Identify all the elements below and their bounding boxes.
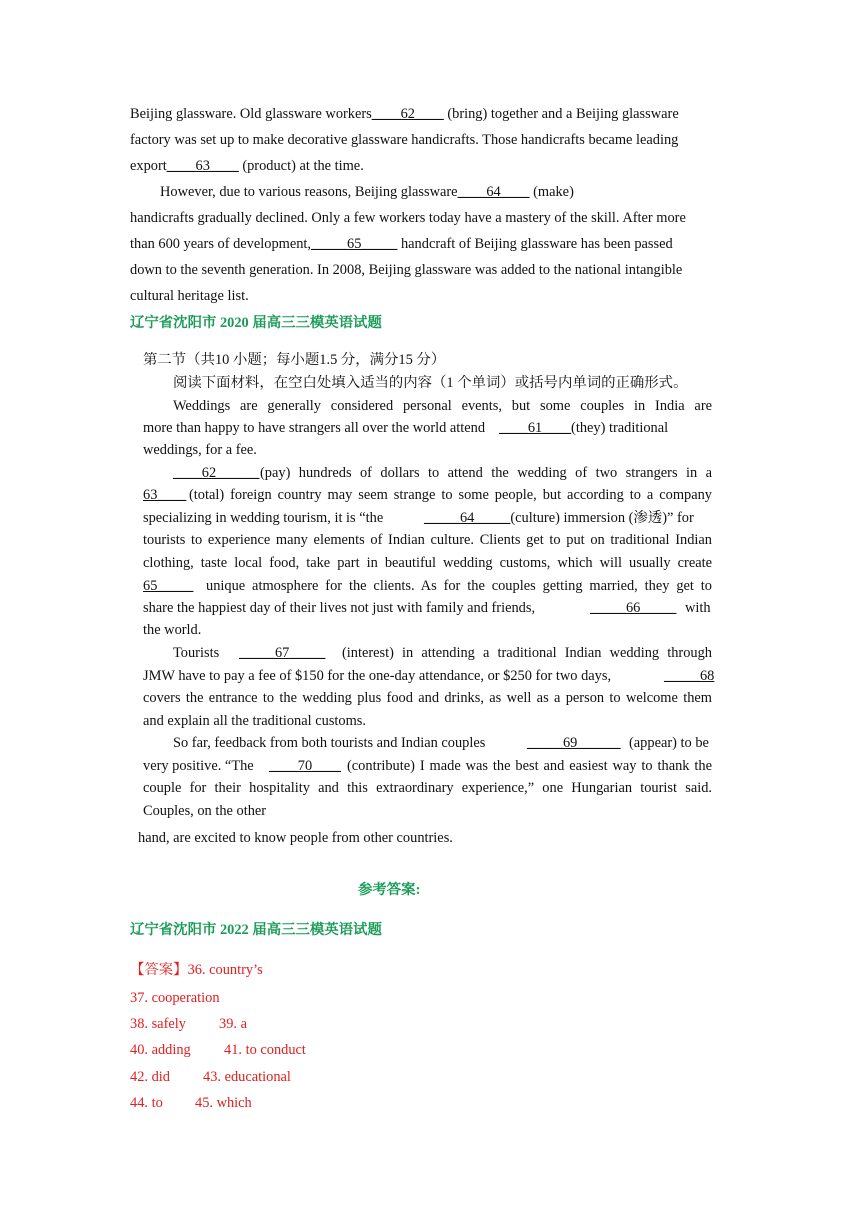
passage-line: hand, are excited to know people from other countries. <box>138 830 453 846</box>
blank-65: 65_____ <box>143 578 194 594</box>
passage-line: clothing, taste local food, take part in beautiful wedding customs, which will usually create <box>143 555 712 571</box>
passage-line: with <box>685 600 711 616</box>
passage-line: So far, feedback from both tourists and Indian couples <box>173 735 486 751</box>
blank-68: _____68 <box>664 668 715 684</box>
blank-67: _____67_____ <box>239 645 326 661</box>
passage-line <box>130 156 364 176</box>
section-heading-2020: 辽宁省沈阳市 2020 届高三三模英语试题 <box>130 315 382 331</box>
answer-line: 38. safely <box>130 1016 186 1032</box>
passage-line: the world. <box>143 622 202 638</box>
blank-64: _____64_____ <box>424 510 511 526</box>
text: (they) traditional <box>571 420 669 436</box>
passage-line: (appear) to be <box>629 735 709 751</box>
text: than 600 years of development, <box>130 236 312 252</box>
passage-line: share the happiest day of their lives not just with family and friends, <box>143 600 536 616</box>
text: (bring) together and a Beijing glassware <box>443 106 679 122</box>
passage-line: (total) foreign country may seem strange to some people, but according to a company <box>189 487 712 503</box>
text: export <box>130 158 167 174</box>
blank-70: ____70____ <box>269 758 341 774</box>
blank-62: ____62____ <box>371 106 444 122</box>
passage-line <box>130 234 673 254</box>
passage-line <box>160 182 574 202</box>
passage-line: unique atmosphere for the clients. As for the couples getting married, they get to <box>206 578 712 594</box>
passage-line: Weddings are generally considered personal events, but some couples in India are <box>173 398 712 414</box>
passage-line: Tourists <box>173 645 220 661</box>
passage-line <box>143 576 193 596</box>
blank-66: _____66_____ <box>590 600 677 616</box>
answer-line: 41. to conduct <box>224 1042 306 1058</box>
text: (culture) immersion (渗透)” for <box>510 510 694 526</box>
text: factory was set up to make decorative glassware handicrafts. Those handicrafts became leading <box>130 132 679 148</box>
passage-line: weddings, for a fee. <box>143 442 257 458</box>
passage-line: very positive. “The <box>143 758 254 774</box>
passage-line <box>143 485 186 505</box>
passage-line: (pay) hundreds of dollars to attend the wedding of two strangers in a <box>260 465 712 481</box>
passage-line: covers the entrance to the wedding plus food and drinks, as well as a person to welcome them <box>143 690 712 706</box>
passage-line <box>424 508 694 528</box>
blank-64: ____64____ <box>457 184 530 200</box>
passage-line: Couples, on the other <box>143 803 267 819</box>
passage-line <box>269 756 341 776</box>
text: cultural heritage list. <box>130 288 249 304</box>
answer-line: 45. which <box>195 1095 252 1111</box>
passage-line: (interest) in attending a traditional Indian wedding through <box>342 645 712 661</box>
text: However, due to various reasons, Beijing glassware <box>160 184 458 200</box>
passage-line <box>130 286 249 306</box>
passage-line <box>590 598 676 618</box>
text: more than happy to have strangers all over the world attend <box>143 420 486 436</box>
text: specializing in wedding tourism, it is “the <box>143 510 384 526</box>
blank-63: ____63____ <box>166 158 239 174</box>
passage-line: JMW have to pay a fee of $150 for the one-day attendance, or $250 for two days, <box>143 668 612 684</box>
answer-line: 42. did <box>130 1069 170 1085</box>
passage-line <box>130 208 686 228</box>
blank-65: _____65_____ <box>311 236 398 252</box>
passage-line: (contribute) I made was the best and easiest way to thank the <box>347 758 712 774</box>
section-instructions: 阅读下面材料，在空白处填入适当的内容（1 个单词）或括号内单词的正确形式。 <box>173 375 688 391</box>
blank-63: 63____ <box>143 487 187 503</box>
answer-line: 【答案】36. country’s <box>130 962 263 978</box>
answer-line: 39. a <box>219 1016 247 1032</box>
answer-line: 43. educational <box>203 1069 291 1085</box>
answer-line: 37. cooperation <box>130 990 220 1006</box>
passage-line <box>527 733 621 753</box>
text: down to the seventh generation. In 2008, Beijing glassware was added to the national intangible <box>130 262 683 278</box>
text: (product) at the time. <box>238 158 364 174</box>
passage-line <box>239 643 325 663</box>
section-heading-2022: 辽宁省沈阳市 2022 届高三三模英语试题 <box>130 922 382 938</box>
text: Beijing glassware. Old glassware workers <box>130 106 372 122</box>
passage-line: couple for their hospitality and this extraordinary experience,” one Hungarian tourist said. <box>143 780 712 796</box>
text: (make) <box>529 184 574 200</box>
text: handcraft of Beijing glassware has been passed <box>397 236 673 252</box>
passage-line <box>173 463 259 483</box>
text: handicrafts gradually declined. Only a few workers today have a mastery of the skill. After more <box>130 210 686 226</box>
passage-line <box>664 666 714 686</box>
passage-line <box>143 418 668 438</box>
passage-line <box>143 508 383 528</box>
passage-line <box>130 130 678 150</box>
answer-line: 40. adding <box>130 1042 191 1058</box>
blank-62: ____62______ <box>173 465 260 481</box>
section-instructions: 第二节（共10 小题；每小题1.5 分，满分15 分） <box>143 352 446 368</box>
blank-69: _____69______ <box>527 735 621 751</box>
passage-line: tourists to experience many elements of Indian culture. Clients get to put on traditional Indian <box>143 532 712 548</box>
passage-line <box>130 260 682 280</box>
passage-line <box>130 104 679 124</box>
blank-61: ____61____ <box>499 420 572 436</box>
answers-heading: 参考答案: <box>358 882 421 898</box>
passage-line: and explain all the traditional customs. <box>143 713 366 729</box>
answer-line: 44. to <box>130 1095 163 1111</box>
